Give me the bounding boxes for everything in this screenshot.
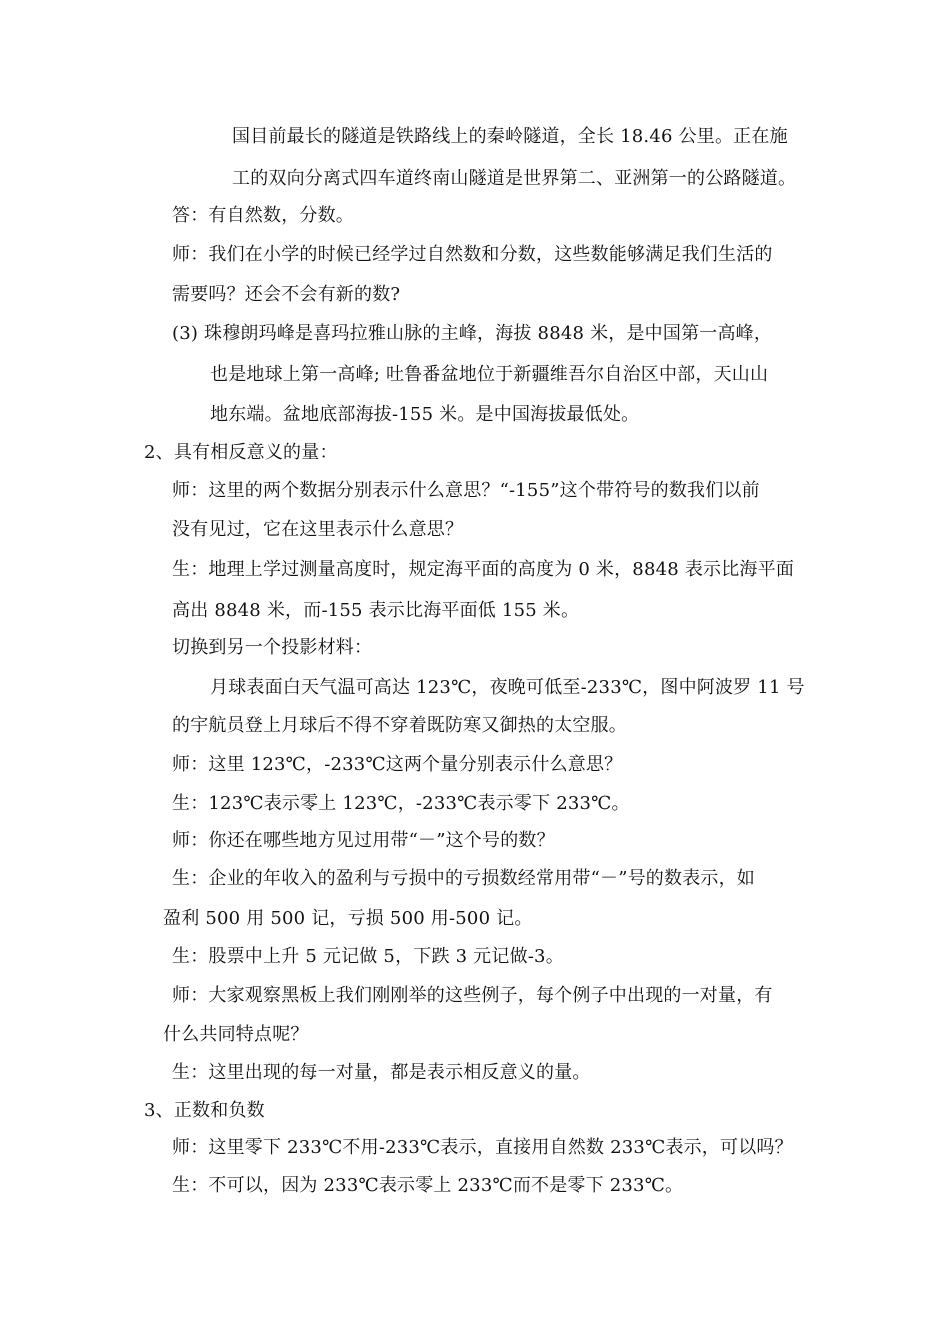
section-heading-3: 3、正数和负数 — [144, 1100, 265, 1121]
item-3-line-2: 也是地球上第一高峰; 吐鲁番盆地位于新疆维吾尔自治区中部，天山山 — [210, 364, 769, 385]
text-line-1: 国目前最长的隧道是铁路线上的秦岭隧道，全长 18.46 公里。正在施 — [232, 126, 788, 147]
teacher-line-6: 师：这里零下 233℃不用-233℃表示，直接用自然数 233℃表示，可以吗？ — [172, 1137, 793, 1158]
item-3-line-3: 地东端。盆地底部海拔-155 米。是中国海拔最低处。 — [210, 404, 640, 425]
student-line-1: 生：地理上学过测量高度时，规定海平面的高度为 0 米，8848 表示比海平面 — [172, 559, 795, 580]
moon-paragraph-line-1: 月球表面白天气温可高达 123℃，夜晚可低至-233℃，图中阿波罗 11 号 — [210, 677, 805, 698]
teacher-line-3: 师：这里 123℃，-233℃这两个量分别表示什么意思？ — [172, 754, 623, 775]
section-heading-2: 2、具有相反意义的量： — [144, 442, 338, 463]
student-line-3-cont: 盈利 500 用 500 记，亏损 500 用-500 记。 — [163, 908, 533, 929]
student-line-1-cont: 高出 8848 米，而-155 表示比海平面低 155 米。 — [172, 600, 580, 621]
student-line-4: 生：股票中上升 5 元记做 5，下跌 3 元记做-3。 — [172, 946, 564, 967]
teacher-line-5-cont: 什么共同特点呢？ — [163, 1024, 309, 1045]
switch-material-line: 切换到另一个投影材料： — [172, 637, 373, 658]
text-line-2: 工的双向分离式四车道终南山隧道是世界第二、亚洲第一的公路隧道。 — [232, 168, 797, 189]
item-3-line-1: (3) 珠穆朗玛峰是喜玛拉雅山脉的主峰，海拔 8848 米，是中国第一高峰， — [172, 323, 773, 344]
answer-line: 答：有自然数，分数。 — [172, 205, 354, 226]
student-line-5: 生：这里出现的每一对量，都是表示相反意义的量。 — [172, 1062, 591, 1083]
student-line-2: 生：123℃表示零上 123℃，-233℃表示零下 233℃。 — [172, 793, 630, 814]
teacher-line-5: 师：大家观察黑板上我们刚刚举的这些例子，每个例子中出现的一对量，有 — [172, 985, 773, 1006]
teacher-line-4: 师：你还在哪些地方见过用带“－”这个号的数？ — [172, 830, 555, 851]
student-line-6: 生：不可以，因为 233℃表示零上 233℃而不是零下 233℃。 — [172, 1175, 684, 1196]
teacher-line-1-cont: 需要吗？还会不会有新的数? — [172, 284, 401, 305]
student-line-3: 生：企业的年收入的盈利与亏损中的亏损数经常用带“－”号的数表示，如 — [172, 868, 756, 889]
teacher-line-2: 师：这里的两个数据分别表示什么意思？“-155”这个带符号的数我们以前 — [172, 480, 760, 501]
moon-paragraph-line-2: 的宇航员登上月球后不得不穿着既防寒又御热的太空服。 — [172, 715, 627, 736]
teacher-line-2-cont: 没有见过，它在这里表示什么意思？ — [172, 519, 464, 540]
teacher-line-1: 师：我们在小学的时候已经学过自然数和分数，这些数能够满足我们生活的 — [172, 244, 773, 265]
